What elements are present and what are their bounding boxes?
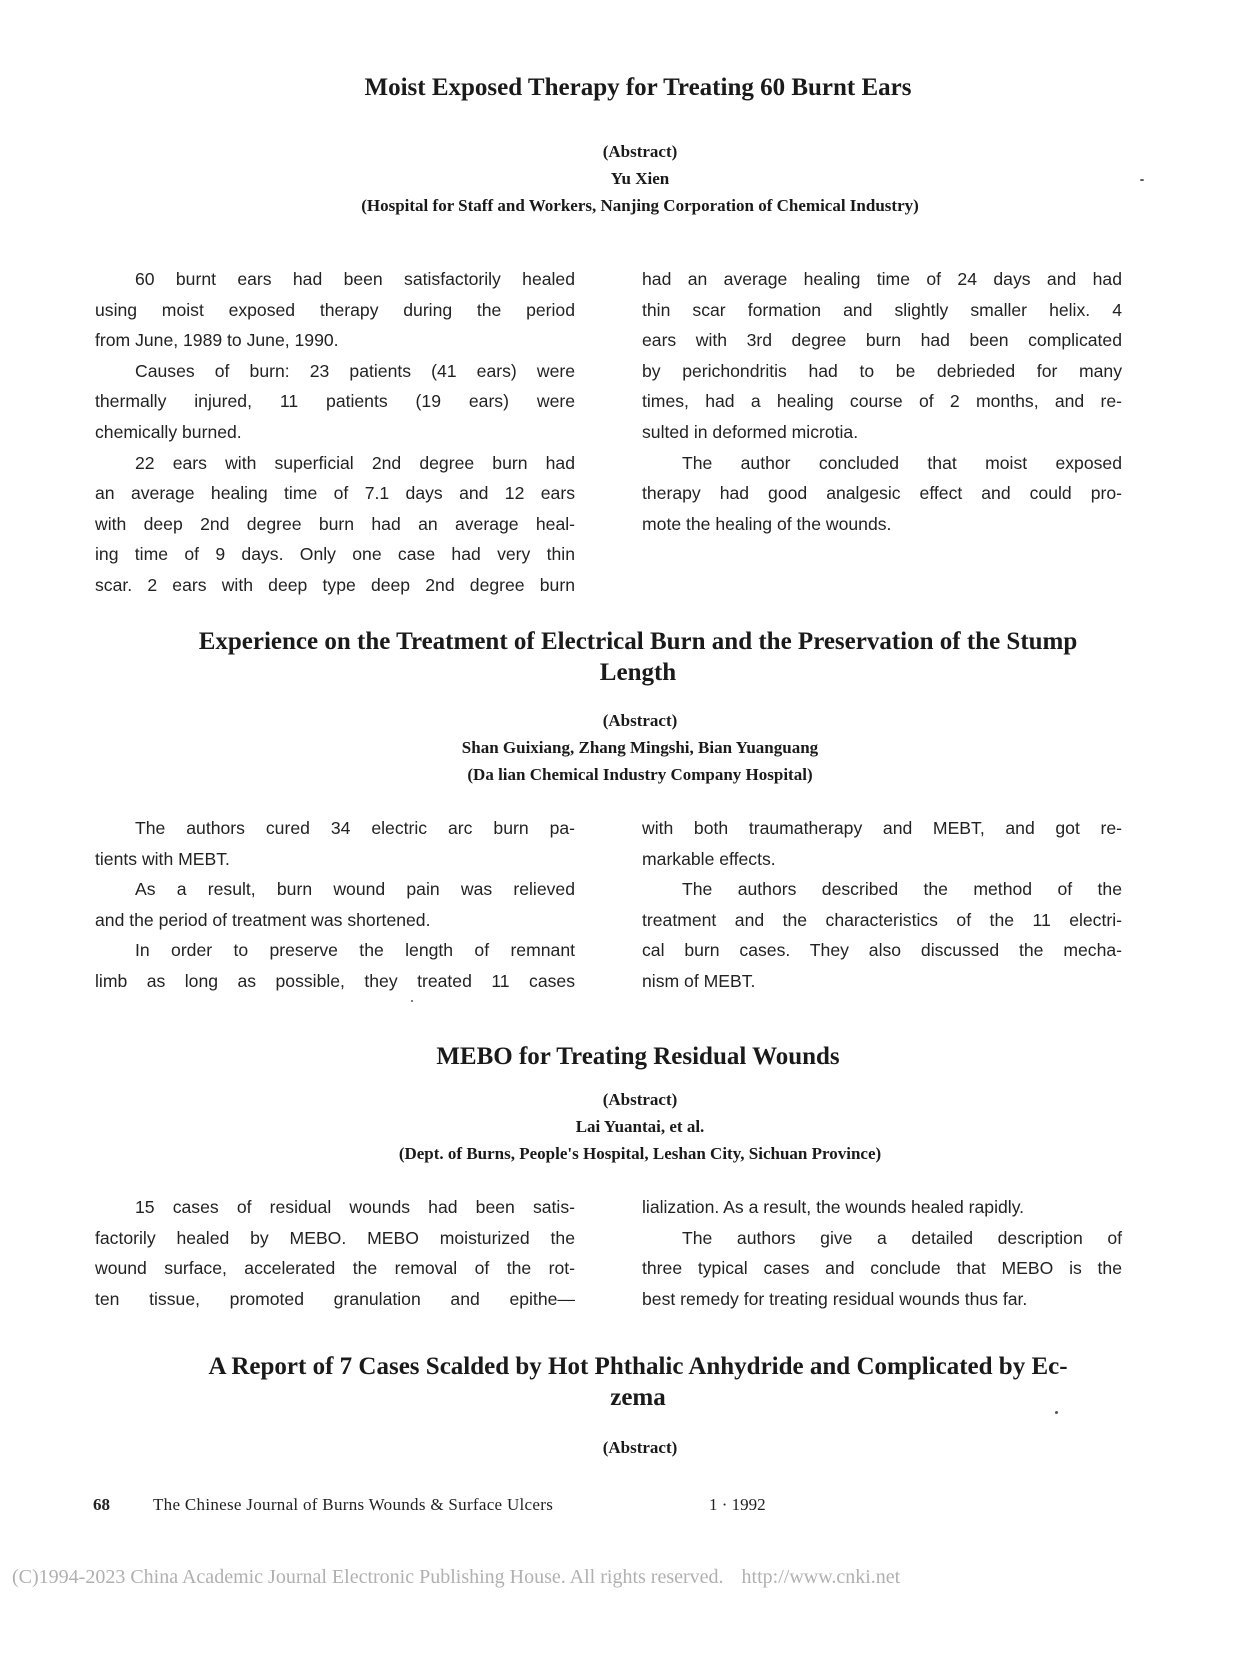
journal-name: The Chinese Journal of Burns Wounds & Surface Ulcers (153, 1495, 554, 1514)
article-2-left-line: tients with MEBT. (95, 848, 230, 869)
article-3-left-line: factorily healed by MEBO. MEBO moisturized the (95, 1227, 575, 1248)
issue-label: 1 · 1992 (709, 1495, 766, 1514)
article-3-left-line: ten tissue, promoted granulation and epithe— (95, 1288, 575, 1309)
article-3-right-line: three typical cases and conclude that MEBO is the (642, 1258, 1122, 1279)
article-1-right-line: had an average healing time of 24 days and had (642, 269, 1122, 289)
article-1-left-line: Causes of burn: 23 patients (41 ears) were (135, 360, 575, 381)
article-3-type: (Abstract) (602, 1090, 678, 1109)
article-1-right-line: mote the healing of the wounds. (642, 513, 892, 534)
article-4-title-line: A Report of 7 Cases Scalded by Hot Phthalic Anhydride and Complicated by Ec- (208, 1353, 1068, 1380)
article-3-left-line: wound surface, accelerated the removal of the rot- (95, 1258, 575, 1279)
article-2-left-line: and the period of treatment was shortened. (95, 909, 431, 930)
article-1-left-column (95, 264, 575, 601)
article-3-right-column (642, 1192, 1122, 1314)
page-number: 68 (93, 1495, 110, 1514)
article-2-right-line: markable effects. (642, 848, 776, 869)
article-3-meta (140, 1086, 1140, 1167)
scan-speck (1055, 1411, 1058, 1414)
article-2-title-line: Length (599, 659, 677, 686)
article-4-meta (140, 1434, 1140, 1461)
article-1-left-line: thermally injured, 11 patients (19 ears) were (95, 391, 575, 412)
article-2-affiliation: (Da lian Chemical Industry Company Hospital) (467, 765, 813, 784)
article-2-left-line: As a result, burn wound pain was relieved (135, 879, 575, 900)
article-1-right-column (642, 264, 1122, 539)
article-1-right-line: The author concluded that moist exposed (682, 452, 1122, 473)
article-3-right-line: best remedy for treating residual wounds thus far. (642, 1288, 1028, 1309)
article-2-meta (140, 707, 1140, 788)
article-3-authors: Lai Yuantai, et al. (575, 1117, 705, 1136)
article-2-right-line: nism of MEBT. (642, 970, 756, 991)
article-2-right-line: The authors described the method of the (682, 879, 1122, 900)
article-1-left-line: using moist exposed therapy during the period (95, 299, 575, 320)
article-1-type: (Abstract) (602, 142, 678, 161)
article-2-title-line: Experience on the Treatment of Electrical Burn and the Preservation of the Stump (198, 628, 1078, 655)
article-2-right-line: with both traumatherapy and MEBT, and got re- (642, 818, 1122, 838)
article-1-right-line: ears with 3rd degree burn had been complicated (642, 330, 1122, 351)
article-2-title (140, 626, 1136, 688)
article-1-left-line: ing time of 9 days. Only one case had very thin (95, 544, 575, 565)
article-4-type: (Abstract) (602, 1438, 678, 1457)
article-2-left-line: limb as long as possible, they treated 11 cases (95, 970, 575, 991)
article-2-right-line: cal burn cases. They also discussed the mecha- (642, 940, 1122, 961)
article-4-title (140, 1351, 1136, 1413)
copyright-text: (C)1994-2023 China Academic Journal Electronic Publishing House. All rights reserved. (12, 1566, 724, 1588)
article-1-left-line: 22 ears with superficial 2nd degree burn had (135, 452, 575, 473)
copyright-url: http://www.cnki.net (741, 1566, 901, 1588)
article-1-left-line: scar. 2 ears with deep type deep 2nd degree burn (95, 574, 575, 595)
article-2-right-column (642, 813, 1122, 997)
article-3-affiliation: (Dept. of Burns, People's Hospital, Leshan City, Sichuan Province) (398, 1144, 882, 1163)
scan-speck (411, 1000, 413, 1002)
article-1-meta (140, 138, 1140, 219)
article-1-left-line: chemically burned. (95, 421, 242, 442)
article-4-title-line: zema (610, 1384, 666, 1411)
article-1-left-line: an average healing time of 7.1 days and 12 ears (95, 483, 575, 504)
article-1-left-line: with deep 2nd degree burn had an average heal- (95, 513, 575, 534)
article-3-right-line: The authors give a detailed description of (682, 1227, 1122, 1248)
copyright-notice (12, 1566, 900, 1589)
article-1-right-line: sulted in deformed microtia. (642, 421, 859, 442)
article-2-right-line: treatment and the characteristics of the 11 electri- (642, 909, 1122, 930)
article-2-type: (Abstract) (602, 711, 678, 730)
article-2-left-line: In order to preserve the length of remnant (135, 940, 575, 961)
article-1-title: Moist Exposed Therapy for Treating 60 Burnt Ears (364, 74, 912, 101)
article-1-right-line: thin scar formation and slightly smaller helix. 4 (642, 299, 1122, 320)
article-2-left-line: The authors cured 34 electric arc burn pa- (135, 818, 575, 838)
article-3-left-column (95, 1192, 575, 1314)
article-3-title: MEBO for Treating Residual Wounds (436, 1043, 840, 1070)
article-1-affiliation: (Hospital for Staff and Workers, Nanjing Corporation of Chemical Industry) (361, 196, 919, 215)
article-1-authors: Yu Xien (610, 169, 670, 188)
page-footer (93, 1495, 766, 1515)
article-1-left-line: from June, 1989 to June, 1990. (95, 330, 339, 351)
article-1-right-line: by perichondritis had to be debrieded for many (642, 360, 1122, 381)
article-2-left-column (95, 813, 575, 997)
article-1-right-line: times, had a healing course of 2 months, and re- (642, 391, 1122, 412)
scan-speck (1140, 179, 1144, 181)
article-2-authors: Shan Guixiang, Zhang Mingshi, Bian Yuanguang (461, 738, 819, 757)
article-3-right-line: lialization. As a result, the wounds healed rapidly. (642, 1197, 1025, 1217)
article-1-right-line: therapy had good analgesic effect and could pro- (642, 483, 1122, 504)
article-3-left-line: 15 cases of residual wounds had been satis- (135, 1197, 575, 1217)
article-1-left-line: 60 burnt ears had been satisfactorily healed (135, 269, 575, 289)
